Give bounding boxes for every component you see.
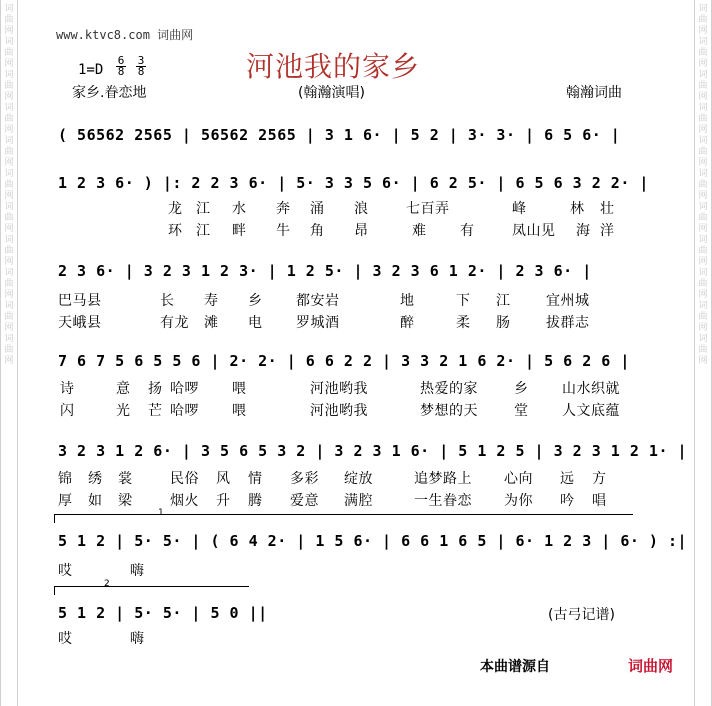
lyric: 滩 bbox=[204, 315, 219, 331]
transcriber-note: (古弓记谱) bbox=[548, 607, 615, 623]
lyric: 林 bbox=[570, 201, 585, 217]
lyric: 都安岩 bbox=[296, 293, 340, 309]
lyric: 芒 bbox=[148, 403, 163, 419]
lyric: 凤山见 bbox=[512, 223, 556, 239]
lyric: 一生眷恋 bbox=[414, 493, 472, 509]
lyric: 唱 bbox=[592, 493, 607, 509]
lyric: 满腔 bbox=[344, 493, 373, 509]
lyric: 龙 bbox=[168, 201, 183, 217]
lyric: 远 bbox=[560, 471, 575, 487]
source-site[interactable]: www.ktvc8.com 词曲网 bbox=[56, 28, 194, 42]
score-line-6: 5 1 2 | 5· 5· | ( 6 4 2· | 1 5 6· | 6 6 1 6 5 | 6· 1 2 3 | 6· ) :| bbox=[58, 532, 688, 550]
score-line-3: 2 3 6· | 3 2 3 1 2 3· | 1 2 5· | 3 2 3 6 1 2· | 2 3 6· | bbox=[58, 262, 592, 280]
lyric: 为你 bbox=[504, 493, 533, 509]
lyric: 长 bbox=[160, 293, 175, 309]
lyricist-composer: 翰瀚词曲 bbox=[566, 85, 622, 101]
meter-b-numerator: 3 bbox=[137, 54, 145, 67]
lyric: 梦想的天 bbox=[420, 403, 478, 419]
lyric: 江 bbox=[196, 201, 211, 217]
lyric: 追梦路上 bbox=[414, 471, 472, 487]
lyric: 下 bbox=[456, 293, 471, 309]
lyric: 峰 bbox=[512, 201, 527, 217]
meter-b-denominator: 8 bbox=[137, 65, 145, 78]
lyric: 绽放 bbox=[344, 471, 373, 487]
footer-source-label: 本曲谱源自 bbox=[480, 659, 550, 675]
lyric: 多彩 bbox=[290, 471, 319, 487]
lyric: 扬 bbox=[148, 381, 163, 397]
lyric: 心向 bbox=[504, 471, 533, 487]
lyric: 环 bbox=[168, 223, 183, 239]
lyric: 寿 bbox=[204, 293, 219, 309]
lyric: 人文底蕴 bbox=[562, 403, 620, 419]
lyric: 天峨县 bbox=[58, 315, 102, 331]
lyric: 罗城酒 bbox=[296, 315, 340, 331]
second-ending-number: 2 bbox=[104, 579, 110, 589]
lyric: 哈啰 bbox=[170, 381, 199, 397]
right-watermark-strip bbox=[694, 0, 712, 706]
lyric: 壮 bbox=[600, 201, 615, 217]
expression-marking: 家乡.眷恋地 bbox=[72, 85, 147, 101]
lyric: 乡 bbox=[248, 293, 263, 309]
score-line-4: 7 6 7 5 6 5 5 6 | 2· 2· | 6 6 2 2 | 3 3 2 1 6 2· | 5 6 2 6 | bbox=[58, 352, 630, 370]
lyric: 闪 bbox=[60, 403, 75, 419]
score-line-2: 1 2 3 6· ) |: 2 2 3 6· | 5· 3 3 5 6· | 6 2 5· | 6 5 6 3 2 2· | bbox=[58, 174, 649, 192]
lyric: 河池哟我 bbox=[310, 381, 368, 397]
lyric: 堂 bbox=[514, 403, 529, 419]
right-watermark-text: 词曲网词曲网词曲网词曲网词曲网词曲网词曲网词曲网词曲网词曲网词曲网 bbox=[698, 4, 708, 366]
lyric: 意 bbox=[116, 381, 131, 397]
meter-a-numerator: 6 bbox=[117, 54, 125, 67]
lyric: 吟 bbox=[560, 493, 575, 509]
lyric: 光 bbox=[116, 403, 131, 419]
lyric: 腾 bbox=[248, 493, 263, 509]
lyric: 涌 bbox=[310, 201, 325, 217]
lyric: 爱意 bbox=[290, 493, 319, 509]
first-ending-bracket bbox=[54, 514, 633, 523]
lyric: 升 bbox=[216, 493, 231, 509]
lyric: 江 bbox=[196, 223, 211, 239]
lyric: 热爱的家 bbox=[420, 381, 478, 397]
second-ending-bracket bbox=[54, 586, 249, 595]
lyric: 喂 bbox=[232, 403, 247, 419]
lyric: 角 bbox=[310, 223, 325, 239]
lyric: 海 bbox=[576, 223, 591, 239]
lyric: 喂 bbox=[232, 381, 247, 397]
lyric: 哎 bbox=[58, 631, 73, 647]
lyric: 风 bbox=[216, 471, 231, 487]
lyric: 裳 bbox=[118, 471, 133, 487]
score-line-1: ( 56562 2565 | 56562 2565 | 3 1 6· | 5 2 | 3· 3· | 6 5 6· | bbox=[58, 126, 621, 144]
lyric: 绣 bbox=[88, 471, 103, 487]
lyric: 烟火 bbox=[170, 493, 199, 509]
lyric: 拔群志 bbox=[546, 315, 590, 331]
score-line-7: 5 1 2 | 5· 5· | 5 0 || bbox=[58, 604, 268, 622]
lyric: 山水织就 bbox=[562, 381, 620, 397]
lyric: 方 bbox=[592, 471, 607, 487]
lyric: 有龙 bbox=[160, 315, 189, 331]
lyric: 醉 bbox=[400, 315, 415, 331]
lyric: 河池哟我 bbox=[310, 403, 368, 419]
left-watermark-strip bbox=[0, 0, 18, 706]
lyric: 诗 bbox=[60, 381, 75, 397]
song-title: 河池我的家乡 bbox=[246, 50, 421, 83]
footer-site-link[interactable]: 词曲网 bbox=[628, 657, 674, 675]
left-watermark-text: 词曲网词曲网词曲网词曲网词曲网词曲网词曲网词曲网词曲网词曲网词曲网 bbox=[4, 4, 14, 366]
lyric: 有 bbox=[460, 223, 475, 239]
lyric: 梁 bbox=[118, 493, 133, 509]
time-signature-a bbox=[116, 56, 126, 77]
lyric: 如 bbox=[88, 493, 103, 509]
lyric: 肠 bbox=[496, 315, 511, 331]
lyric: 乡 bbox=[514, 381, 529, 397]
lyric: 电 bbox=[248, 315, 263, 331]
lyric: 哎 bbox=[58, 563, 73, 579]
lyric: 昂 bbox=[354, 223, 369, 239]
lyric: 水 bbox=[232, 201, 247, 217]
lyric: 地 bbox=[400, 293, 415, 309]
meter-a-denominator: 8 bbox=[117, 65, 125, 78]
lyric: 浪 bbox=[354, 201, 369, 217]
time-signature-b bbox=[136, 56, 146, 77]
score-line-5: 3 2 3 1 2 6· | 3 5 6 5 3 2 | 3 2 3 1 6· | 5 1 2 5 | 3 2 3 1 2 1· | bbox=[58, 442, 688, 460]
first-ending-number: 1 bbox=[158, 508, 164, 518]
lyric: 江 bbox=[496, 293, 511, 309]
lyric: 哈啰 bbox=[170, 403, 199, 419]
lyric: 畔 bbox=[232, 223, 247, 239]
lyric: 牛 bbox=[276, 223, 291, 239]
lyric: 锦 bbox=[58, 471, 73, 487]
lyric: 情 bbox=[248, 471, 263, 487]
lyric: 宜州城 bbox=[546, 293, 590, 309]
lyric: 厚 bbox=[58, 493, 73, 509]
lyric: 奔 bbox=[276, 201, 291, 217]
lyric: 巴马县 bbox=[58, 293, 102, 309]
key-signature: 1=D bbox=[78, 62, 104, 78]
lyric: 民俗 bbox=[170, 471, 199, 487]
performer: (翰瀚演唱) bbox=[298, 85, 365, 101]
lyric: 嗨 bbox=[130, 563, 145, 579]
lyric: 柔 bbox=[456, 315, 471, 331]
lyric: 难 bbox=[412, 223, 427, 239]
lyric: 七百弄 bbox=[406, 201, 450, 217]
lyric: 嗨 bbox=[130, 631, 145, 647]
lyric: 洋 bbox=[600, 223, 615, 239]
